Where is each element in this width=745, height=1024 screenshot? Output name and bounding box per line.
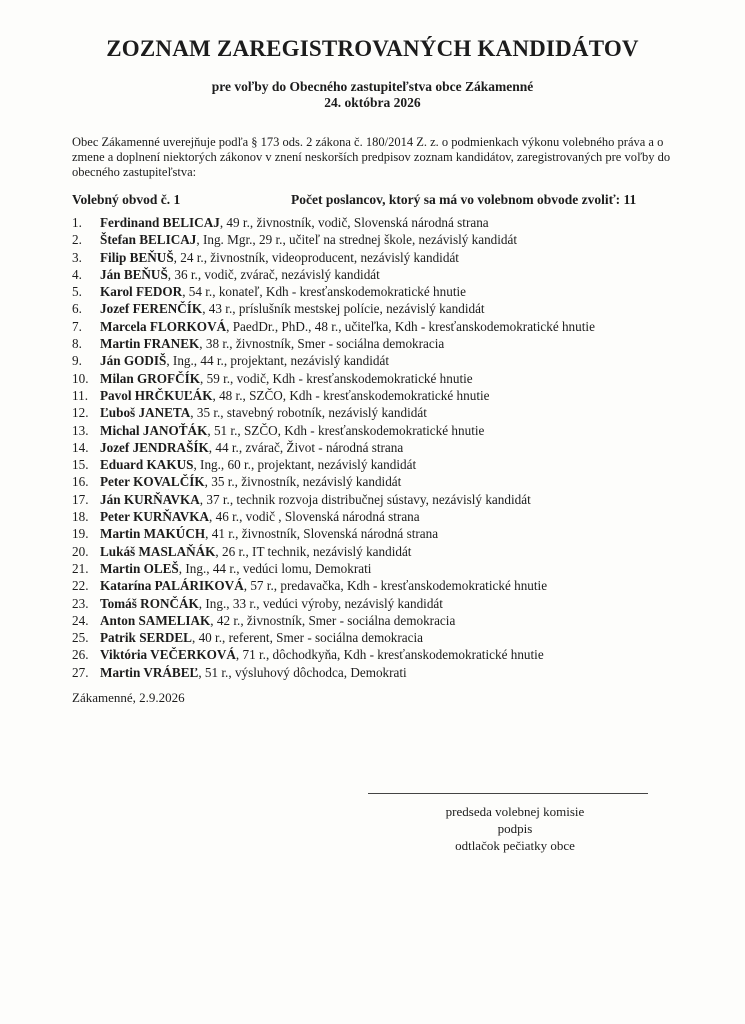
candidate-details: , 40 r., referent, Smer - sociálna demokracia — [191, 630, 424, 646]
candidate-item — [72, 370, 712, 387]
candidate-name: Peter KOVALČÍK — [100, 474, 205, 490]
candidate-name: Jozef FERENČÍK — [100, 301, 203, 317]
candidate-name: Martin MAKÚCH — [100, 526, 206, 542]
candidate-details: , 42 r., živnostník, Smer - sociálna demokracia — [210, 612, 456, 628]
candidate-name: Eduard KAKUS — [100, 457, 194, 473]
district-label: Volebný obvod č. 1 — [72, 192, 181, 207]
candidate-number: 7. — [72, 318, 82, 334]
candidate-details: , 35 r., stavebný robotník, nezávislý kandidát — [190, 405, 427, 421]
candidate-entry — [100, 664, 407, 681]
candidate-name: Tomáš RONČÁK — [100, 595, 199, 611]
signature-line — [368, 793, 648, 794]
candidate-name: Karol FEDOR — [100, 284, 183, 300]
candidate-item — [72, 612, 712, 629]
signature-sign: podpis — [497, 821, 533, 836]
candidate-entry — [100, 318, 595, 335]
candidate-entry — [100, 370, 473, 387]
candidate-item — [72, 595, 712, 612]
candidate-details: , Ing., 33 r., vedúci výroby, nezávislý kandidát — [198, 595, 443, 611]
candidate-name: Milan GROFČÍK — [100, 370, 201, 386]
candidate-item — [72, 266, 712, 283]
candidate-number: 6. — [72, 301, 82, 317]
candidate-number: 23. — [72, 595, 89, 611]
candidate-name: Michal JANOŤÁK — [100, 422, 208, 438]
subtitle-date: 24. októbra 2026 — [324, 95, 421, 110]
candidate-entry — [100, 214, 489, 231]
candidate-item — [72, 231, 712, 248]
candidate-number: 15. — [72, 457, 89, 473]
candidate-number: 16. — [72, 474, 89, 490]
candidate-details: , PaedDr., PhD., 48 r., učiteľka, Kdh - kresťanskodemokratické hnutie — [226, 318, 595, 334]
candidate-details: , 38 r., živnostník, Smer - sociálna demokracia — [199, 336, 445, 352]
subtitle-election: pre voľby do Obecného zastupiteľstva obce Zákamenné — [211, 79, 534, 94]
signature-block — [420, 803, 610, 854]
candidate-number: 26. — [72, 647, 89, 663]
candidate-item — [72, 508, 712, 525]
candidate-name: Ľuboš JANETA — [100, 405, 191, 421]
candidate-name: Ján GODIŠ — [100, 353, 167, 369]
candidate-item — [72, 646, 712, 663]
signature-role: predseda volebnej komisie — [445, 804, 585, 819]
candidate-entry — [100, 560, 371, 577]
candidate-details: , 54 r., konateľ, Kdh - kresťanskodemokratické hnutie — [182, 284, 467, 300]
document-title: ZOZNAM ZAREGISTROVANÝCH KANDIDÁTOV — [106, 36, 639, 61]
candidate-name: Patrik SERDEL — [100, 630, 192, 646]
candidate-item — [72, 543, 712, 560]
candidate-entry — [100, 508, 420, 525]
candidate-item — [72, 491, 712, 508]
candidate-item — [72, 422, 712, 439]
candidate-item — [72, 577, 712, 594]
candidate-details: , 71 r., dôchodkyňa, Kdh - kresťanskodemokratické hnutie — [235, 647, 544, 663]
candidate-item — [72, 352, 712, 369]
candidate-number: 5. — [72, 284, 82, 300]
candidate-item — [72, 456, 712, 473]
candidate-details: , 43 r., príslušník mestskej polície, nezávislý kandidát — [202, 301, 485, 317]
candidate-entry — [100, 387, 490, 404]
candidate-item — [72, 283, 712, 300]
candidate-entry — [100, 439, 403, 456]
candidate-number: 19. — [72, 526, 89, 542]
candidate-name: Filip BEŇUŠ — [100, 249, 174, 265]
candidate-entry — [100, 352, 389, 369]
candidate-details: , Ing., 44 r., projektant, nezávislý kandidát — [166, 353, 389, 369]
candidate-number: 10. — [72, 370, 89, 386]
candidate-item — [72, 473, 712, 490]
candidate-item — [72, 335, 712, 352]
candidate-details: , Ing., 60 r., projektant, nezávislý kandidát — [193, 457, 417, 473]
candidate-details: , 35 r., živnostník, nezávislý kandidát — [204, 474, 402, 490]
candidate-name: Štefan BELICAJ — [100, 232, 197, 248]
candidate-entry — [100, 525, 438, 542]
candidate-name: Jozef JENDRAŠÍK — [100, 439, 209, 455]
place-date: Zákamenné, 2.9.2026 — [72, 690, 185, 705]
candidate-item — [72, 560, 712, 577]
candidate-number: 12. — [72, 405, 89, 421]
candidate-name: Ján BEŇUŠ — [100, 266, 168, 282]
intro-paragraph: Obec Zákamenné uverejňuje podľa § 173 ods. 2 zákona č. 180/2014 Z. z. o podmienkach výkonu volebného práva a o zmene a doplnení niektorých zákonov v znení neskorších predpisov zoznam kandidátov, zaregistrovaných pre voľby do obecného zastupiteľstva: — [72, 135, 671, 179]
candidate-details: , 59 r., vodič, Kdh - kresťanskodemokratické hnutie — [200, 370, 473, 386]
candidate-item — [72, 214, 712, 231]
candidate-item — [72, 387, 712, 404]
candidate-number: 11. — [72, 387, 88, 403]
candidate-details: , 51 r., výsluhový dôchodca, Demokrati — [198, 664, 407, 680]
candidate-details: , 49 r., živnostník, vodič, Slovenská národná strana — [219, 215, 489, 230]
candidate-entry — [100, 283, 466, 300]
candidate-number: 8. — [72, 336, 82, 352]
candidate-entry — [100, 577, 547, 594]
candidate-name: Martin OLEŠ — [100, 560, 179, 576]
candidate-name: Pavol HRČKUĽÁK — [100, 387, 213, 403]
candidate-name: Lukáš MASLAŇÁK — [100, 543, 216, 559]
candidate-item — [72, 249, 712, 266]
candidate-entry — [100, 473, 401, 490]
candidate-number: 21. — [72, 560, 89, 576]
candidate-number: 2. — [72, 232, 82, 248]
candidate-entry — [100, 543, 411, 560]
candidate-number: 3. — [72, 249, 82, 265]
candidate-details: , 57 r., predavačka, Kdh - kresťanskodemokratické hnutie — [243, 578, 548, 594]
candidate-number: 18. — [72, 509, 89, 525]
candidate-details: , Ing. Mgr., 29 r., učiteľ na strednej škole, nezávislý kandidát — [196, 232, 518, 248]
candidate-number: 9. — [72, 353, 82, 369]
candidate-number: 22. — [72, 578, 89, 594]
candidate-entry — [100, 249, 459, 266]
candidate-number: 1. — [72, 215, 82, 230]
candidate-item — [72, 318, 712, 335]
seats-label: Počet poslancov, ktorý sa má vo volebnom obvode zvoliť: 11 — [291, 192, 637, 207]
signature-stamp: odtlačok pečiatky obce — [455, 838, 575, 853]
candidate-entry — [100, 595, 443, 612]
document-subtitle — [0, 79, 745, 111]
candidate-name: Katarína PALÁRIKOVÁ — [100, 578, 244, 594]
candidate-details: , 41 r., živnostník, Slovenská národná strana — [205, 526, 439, 542]
candidate-name: Martin FRANEK — [100, 336, 200, 352]
candidate-details: , 24 r., živnostník, videoproducent, nezávislý kandidát — [173, 249, 459, 265]
candidate-item — [72, 300, 712, 317]
candidate-number: 24. — [72, 612, 89, 628]
candidate-entry — [100, 491, 531, 508]
candidate-entry — [100, 335, 444, 352]
candidate-item — [72, 525, 712, 542]
candidate-list — [72, 214, 712, 681]
candidate-number: 27. — [72, 664, 89, 680]
candidate-number: 4. — [72, 266, 82, 282]
candidate-item — [72, 629, 712, 646]
candidate-entry — [100, 456, 416, 473]
candidate-name: Viktória VEČERKOVÁ — [100, 647, 236, 663]
candidate-name: Marcela FLORKOVÁ — [100, 318, 227, 334]
candidate-name: Anton SAMELIAK — [100, 612, 211, 628]
candidate-entry — [100, 266, 380, 283]
candidate-entry — [100, 231, 517, 248]
candidate-item — [72, 404, 712, 421]
candidate-name: Peter KURŇAVKA — [100, 509, 210, 525]
candidate-number: 25. — [72, 630, 89, 646]
candidate-number: 20. — [72, 543, 89, 559]
candidate-name: Ferdinand BELICAJ — [100, 215, 220, 230]
candidate-entry — [100, 646, 544, 663]
candidate-number: 14. — [72, 439, 89, 455]
candidate-item — [72, 664, 712, 681]
candidate-entry — [100, 422, 484, 439]
candidate-item — [72, 439, 712, 456]
candidate-name: Martin VRÁBEĽ — [100, 664, 199, 680]
candidate-details: , 51 r., SZČO, Kdh - kresťanskodemokratické hnutie — [207, 422, 485, 438]
candidate-name: Ján KURŇAVKA — [100, 491, 200, 507]
candidate-details: , 36 r., vodič, zvárač, nezávislý kandidát — [167, 266, 380, 282]
candidate-entry — [100, 612, 455, 629]
candidate-details: , Ing., 44 r., vedúci lomu, Demokrati — [178, 560, 372, 576]
candidate-details: , 37 r., technik rozvoja distribučnej sústavy, nezávislý kandidát — [199, 491, 531, 507]
candidate-details: , 48 r., SZČO, Kdh - kresťanskodemokratické hnutie — [212, 387, 490, 403]
candidate-details: , 26 r., IT technik, nezávislý kandidát — [215, 543, 412, 559]
candidate-number: 13. — [72, 422, 89, 438]
candidate-details: , 46 r., vodič , Slovenská národná strana — [209, 509, 420, 525]
candidate-entry — [100, 300, 485, 317]
candidate-entry — [100, 404, 427, 421]
candidate-number: 17. — [72, 491, 89, 507]
candidate-details: , 44 r., zvárač, Život - národná strana — [208, 439, 404, 455]
candidate-entry — [100, 629, 423, 646]
